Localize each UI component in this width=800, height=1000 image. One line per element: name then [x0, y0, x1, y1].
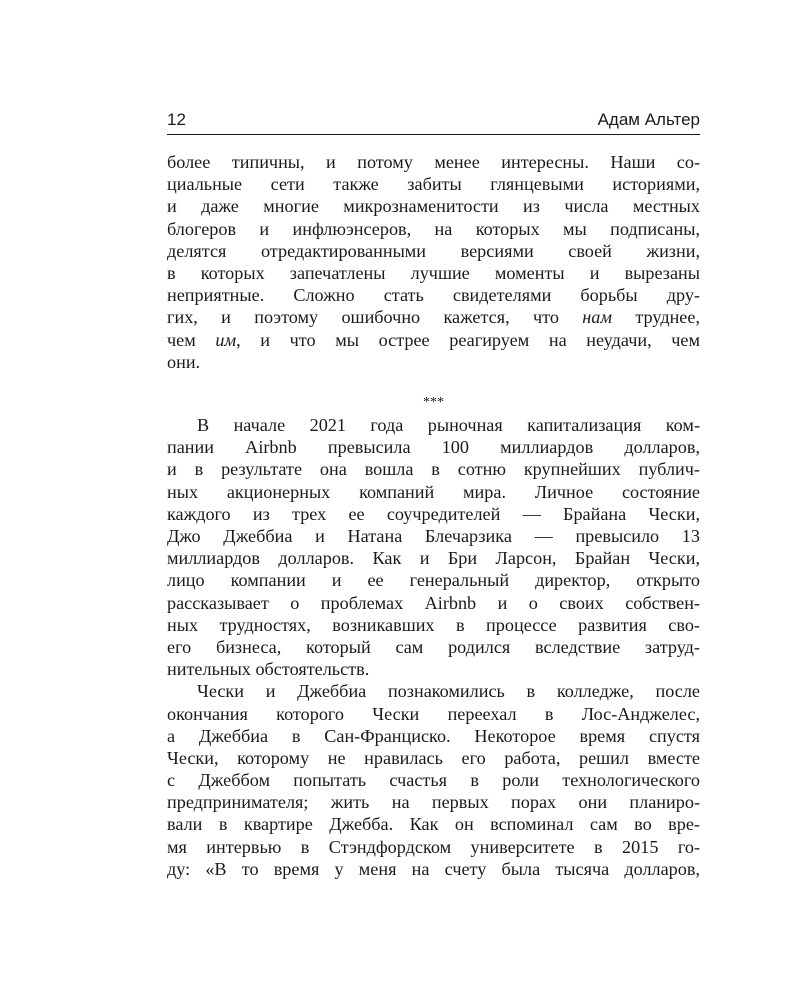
- text-line: Чески и Джеббиа познакомились в колледже, после: [197, 681, 700, 702]
- text-line: мя интервью в Стэндфордском университете в 2015 го-: [167, 836, 700, 857]
- text-line: В начале 2021 года рыночная капитализация ком-: [197, 415, 700, 436]
- text-line: а Джеббиа в Сан-Франциско. Некоторое время спустя: [167, 725, 700, 746]
- paragraph-3: [167, 680, 700, 880]
- text-line: они.: [167, 351, 201, 372]
- text-line: Джо Джеббиа и Натана Блечарзика — превысило 13: [167, 526, 700, 546]
- author-name: Адам Альтер: [597, 110, 700, 129]
- body-text: [167, 151, 700, 880]
- text-line: окончания которого Чески переехал в Лос-Анджелес,: [167, 703, 700, 724]
- text-line: вали в квартире Джебба. Как он вспоминал сам во вре-: [167, 814, 700, 835]
- text-segment: гих, и поэтому ошибочно кажется, что: [167, 307, 583, 328]
- text-line: предпринимателя; жить на первых порах они планиро-: [167, 792, 700, 813]
- paragraph-1: [167, 151, 700, 373]
- text-line: миллиардов долларов. Как и Бри Ларсон, Брайан Чески,: [167, 548, 700, 569]
- text-line: с Джеббом попытать счастья в роли технологического: [167, 770, 700, 791]
- text-line: в которых запечатлены лучшие моменты и вырезаны: [167, 262, 700, 283]
- text-segment: , и что мы острее реагируем на неудачи, чем: [236, 329, 700, 350]
- emphasis: нам: [582, 307, 613, 328]
- header-rule: [167, 134, 700, 135]
- text-line: циальные сети также забиты глянцевыми историями,: [167, 174, 700, 195]
- paragraph-2: [167, 414, 700, 680]
- text-line: блогеров и инфлюэнсеров, на которых мы подписаны,: [167, 218, 700, 239]
- text-line: [167, 329, 700, 351]
- text-line: пании Airbnb превысила 100 миллиардов долларов,: [167, 437, 700, 458]
- text-line: и даже многие микрознаменитости из числа местных: [167, 196, 700, 217]
- text-line: делятся отредактированными версиями своей жизни,: [167, 240, 700, 261]
- text-line: ду: «В то время у меня на счету была тысяча долларов,: [167, 858, 700, 879]
- text-line: нительных обстоятельств.: [167, 659, 370, 680]
- text-line: рассказывает о проблемах Airbnb и о своих собствен-: [167, 592, 700, 613]
- text-line: ных трудностях, возникавших в процессе развития сво-: [167, 614, 700, 635]
- text-line: более типичны, и потому менее интересны. Наши со-: [167, 152, 700, 172]
- text-segment: труднее,: [612, 307, 700, 328]
- section-separator: ***: [423, 394, 444, 410]
- text-segment: чем: [167, 329, 216, 350]
- text-line: его бизнеса, который сам родился вследствие затруд-: [167, 636, 700, 657]
- text-line: [167, 306, 700, 328]
- text-line: Чески, которому не нравилась его работа, решил вместе: [167, 747, 700, 768]
- emphasis: им: [215, 329, 237, 350]
- page-number: 12: [167, 110, 186, 129]
- running-header: [167, 108, 700, 132]
- text-line: лицо компании и ее генеральный директор, открыто: [167, 570, 700, 591]
- text-line: и в результате она вошла в сотню крупнейших публич-: [167, 459, 700, 480]
- text-line: неприятные. Сложно стать свидетелями борьбы дру-: [167, 285, 700, 306]
- text-line: ных акционерных компаний мира. Личное состояние: [167, 481, 700, 502]
- text-line: каждого из трех ее соучредителей — Брайана Чески,: [167, 503, 700, 524]
